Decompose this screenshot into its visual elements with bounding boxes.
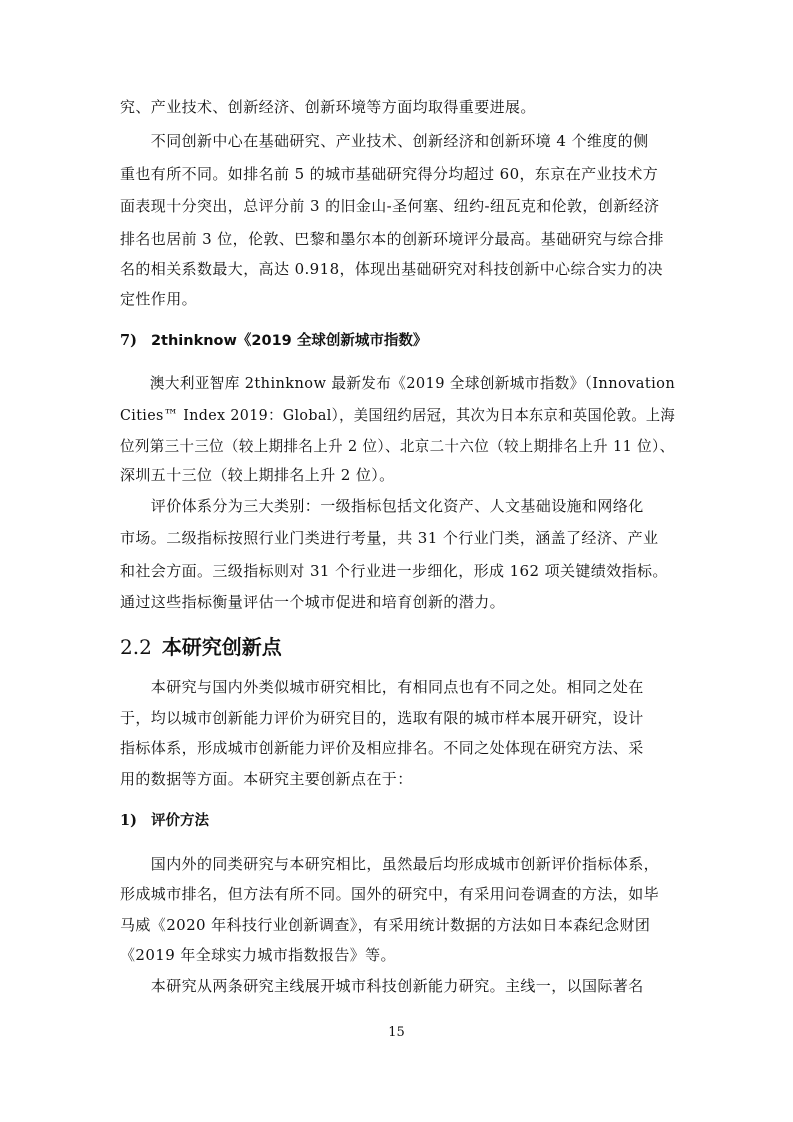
paragraph-line: 形成城市排名，但方法有所不同。国外的研究中，有采用问卷调查的方法，如毕 — [120, 885, 660, 903]
section-heading-2-2 — [120, 634, 282, 660]
page-number: 15 — [388, 1025, 405, 1040]
paragraph-line: 位列第三十三位（较上期排名上升 2 位）、北京二十六位（较上期排名上升 11 位）、 — [120, 437, 675, 455]
paragraph-line: 究、产业技术、创新经济、创新环境等方面均取得重要进展。 — [120, 98, 536, 116]
paragraph-line: Cities™ Index 2019：Global），美国纽约居冠，其次为日本东京和英国伦敦。上海 — [120, 406, 676, 424]
paragraph-line: 评价体系分为三大类别：一级指标包括文化资产、人文基础设施和网络化 — [120, 497, 644, 515]
section-title: 2thinknow《2019 全球创新城市指数》 — [150, 333, 428, 349]
paragraph-line: 通过这些指标衡量评估一个城市促进和培育创新的潜力。 — [120, 593, 506, 611]
paragraph-line: 指标体系，形成城市创新能力评价及相应排名。不同之处体现在研究方法、采 — [120, 739, 644, 757]
paragraph-line: 本研究从两条研究主线展开城市科技创新能力研究。主线一，以国际著名 — [120, 977, 644, 995]
paragraph-line: 面表现十分突出，总评分前 3 的旧金山-圣何塞、纽约-纽瓦克和伦敦，创新经济 — [120, 197, 660, 215]
section-heading-7 — [120, 331, 427, 351]
paragraph-line: 国内外的同类研究与本研究相比，虽然最后均形成城市创新评价指标体系， — [120, 855, 660, 873]
paragraph-line: 定性作用。 — [120, 290, 198, 308]
paragraph-line: 深圳五十三位（较上期排名上升 2 位）。 — [120, 466, 395, 484]
paragraph-line: 澳大利亚智库 2thinknow 最新发布《2019 全球创新城市指数》（Innovation — [120, 374, 676, 392]
paragraph-line: 马威《2020 年科技行业创新调查》，有采用统计数据的方法如日本森纪念财团 — [120, 916, 651, 934]
paragraph-line: 于，均以城市创新能力评价为研究目的，选取有限的城市样本展开研究，设计 — [120, 709, 644, 727]
section-title: 评价方法 — [150, 813, 209, 829]
section-number: 1) — [120, 812, 137, 829]
paragraph-line: 重也有所不同。如排名前 5 的城市基础研究得分均超过 60，东京在产业技术方 — [120, 165, 659, 183]
paragraph-line: 《2019 年全球实力城市指数报告》等。 — [120, 946, 396, 964]
paragraph-line: 名的相关系数最大，高达 0.918，体现出基础研究对科技创新中心综合实力的决 — [120, 260, 663, 278]
paragraph-line: 和社会方面。三级指标则对 31 个行业进一步细化，形成 162 项关键绩效指标。 — [120, 562, 668, 580]
paragraph-line: 不同创新中心在基础研究、产业技术、创新经济和创新环境 4 个维度的侧 — [120, 132, 649, 150]
subsection-heading-1 — [120, 811, 209, 831]
section-number: 2.2 — [120, 635, 152, 659]
paragraph-line: 市场。二级指标按照行业门类进行考量，共 31 个行业门类，涵盖了经济、产业 — [120, 529, 659, 547]
paragraph-line: 本研究与国内外类似城市研究相比，有相同点也有不同之处。相同之处在 — [120, 678, 644, 696]
section-number: 7) — [120, 332, 137, 349]
paragraph-line: 用的数据等方面。本研究主要创新点在于： — [120, 770, 413, 788]
paragraph-line: 排名也居前 3 位，伦敦、巴黎和墨尔本的创新环境评分最高。基础研究与综合排 — [120, 230, 664, 248]
section-title: 本研究创新点 — [161, 635, 282, 659]
